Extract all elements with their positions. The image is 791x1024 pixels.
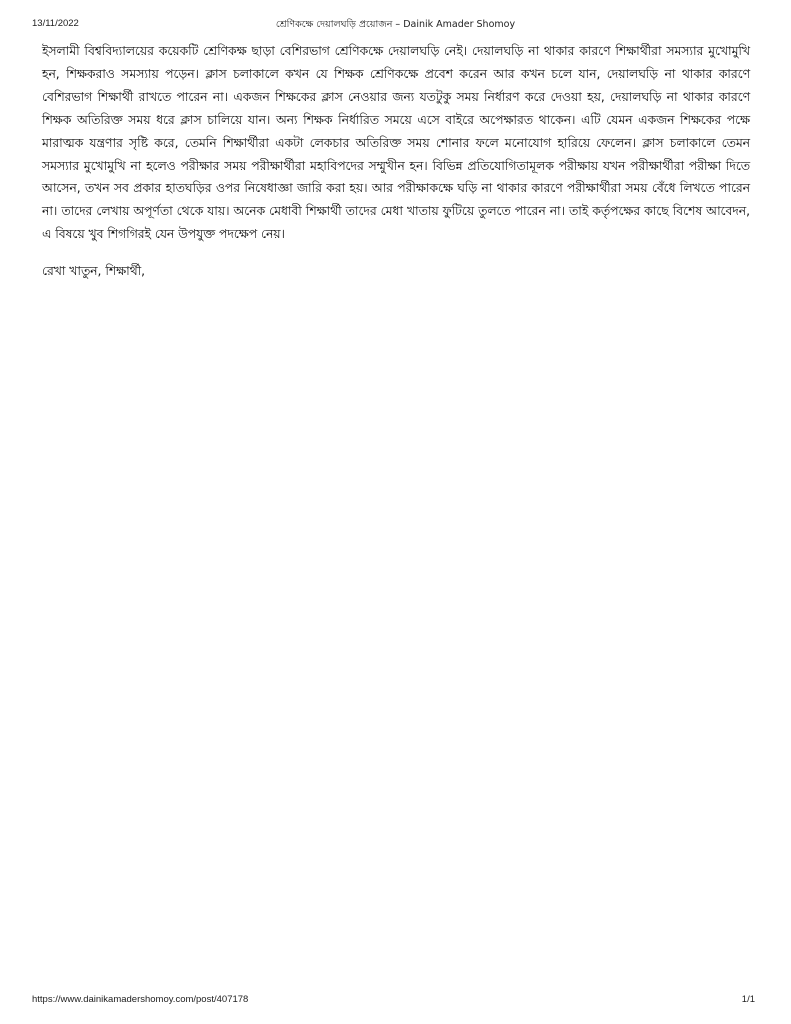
print-date: 13/11/2022 [32, 18, 79, 29]
author-signature: রেখা খাতুন, শিক্ষার্থী, [42, 264, 146, 279]
article [42, 40, 750, 282]
source-url: https://www.dainikamadershomoy.com/post/407178 [32, 994, 249, 1005]
article-body: ইসলামী বিশ্ববিদ্যালয়ের কয়েকটি শ্রেণিকক্ষ ছাড়া বেশিরভাগ শ্রেণিকক্ষে দেয়ালঘড়ি নেই। দেয়ালঘড়ি না থাকার কারণে শিক্ষার্থীরা সমস্যার মুখোমুখি হন, শিক্ষকরাও সমস্যায় পড়েন। ক্লাস চলাকালে কখন যে শিক্ষক শ্রেণিকক্ষে প্রবেশ করেন আর কখন চলে যান, দেয়ালঘড়ি না থাকার কারণে বেশিরভাগ শিক্ষার্থী রাখতে পারেন না। একজন শিক্ষকের ক্লাস নেওয়ার জন্য যতটুকু সময় নির্ধারণ করে দেওয়া হয়, দেয়ালঘড়ি না থাকার কারণে শিক্ষক অতিরিক্ত সময় ধরে ক্লাস চালিয়ে যান। অন্য শিক্ষক নির্ধারিত সময়ে এসে বাইরে অপেক্ষারত থাকেন। এটি যেমন একজন শিক্ষকের পক্ষে মারাত্মক যন্ত্রণার সৃষ্টি করে, তেমনি শিক্ষার্থীরা একটা লেকচার অতিরিক্ত সময় শোনার ফলে মনোযোগ হারিয়ে ফেলেন। ক্লাস চলাকালে তেমন সমস্যার মুখোমুখি না হলেও পরীক্ষার সময় পরীক্ষার্থীরা মহাবিপদের সম্মুখীন হন। বিভিন্ন প্রতিযোগিতামূলক পরীক্ষায় যখন পরীক্ষার্থীরা পরীক্ষা দিতে আসেন, তখন সব প্রকার হাতঘড়ির ওপর নিষেধাজ্ঞা জারি করা হয়। আর পরীক্ষাকক্ষে ঘড়ি না থাকার কারণে পরীক্ষার্থীরা সময় বেঁধে লিখতে পারেন না। তাদের লেখায় অপূর্ণতা থেকে যায়। অনেক মেধাবী শিক্ষার্থী তাদের মেধা খাতায় ফুটিয়ে তুলতে পারেন না। তাই কর্তৃপক্ষের কাছে বিশেষ আবেদন, এ বিষয়ে খুব শিগগিরই যেন উপযুক্ত পদক্ষেপ নেয়। [42, 44, 750, 242]
page-title: শ্রেণিকক্ষে দেয়ালঘড়ি প্রয়োজন – Dainik Amader Shomoy [275, 19, 516, 30]
print-header [32, 18, 759, 34]
page-number: 1/1 [741, 994, 755, 1005]
print-footer [32, 994, 759, 1008]
